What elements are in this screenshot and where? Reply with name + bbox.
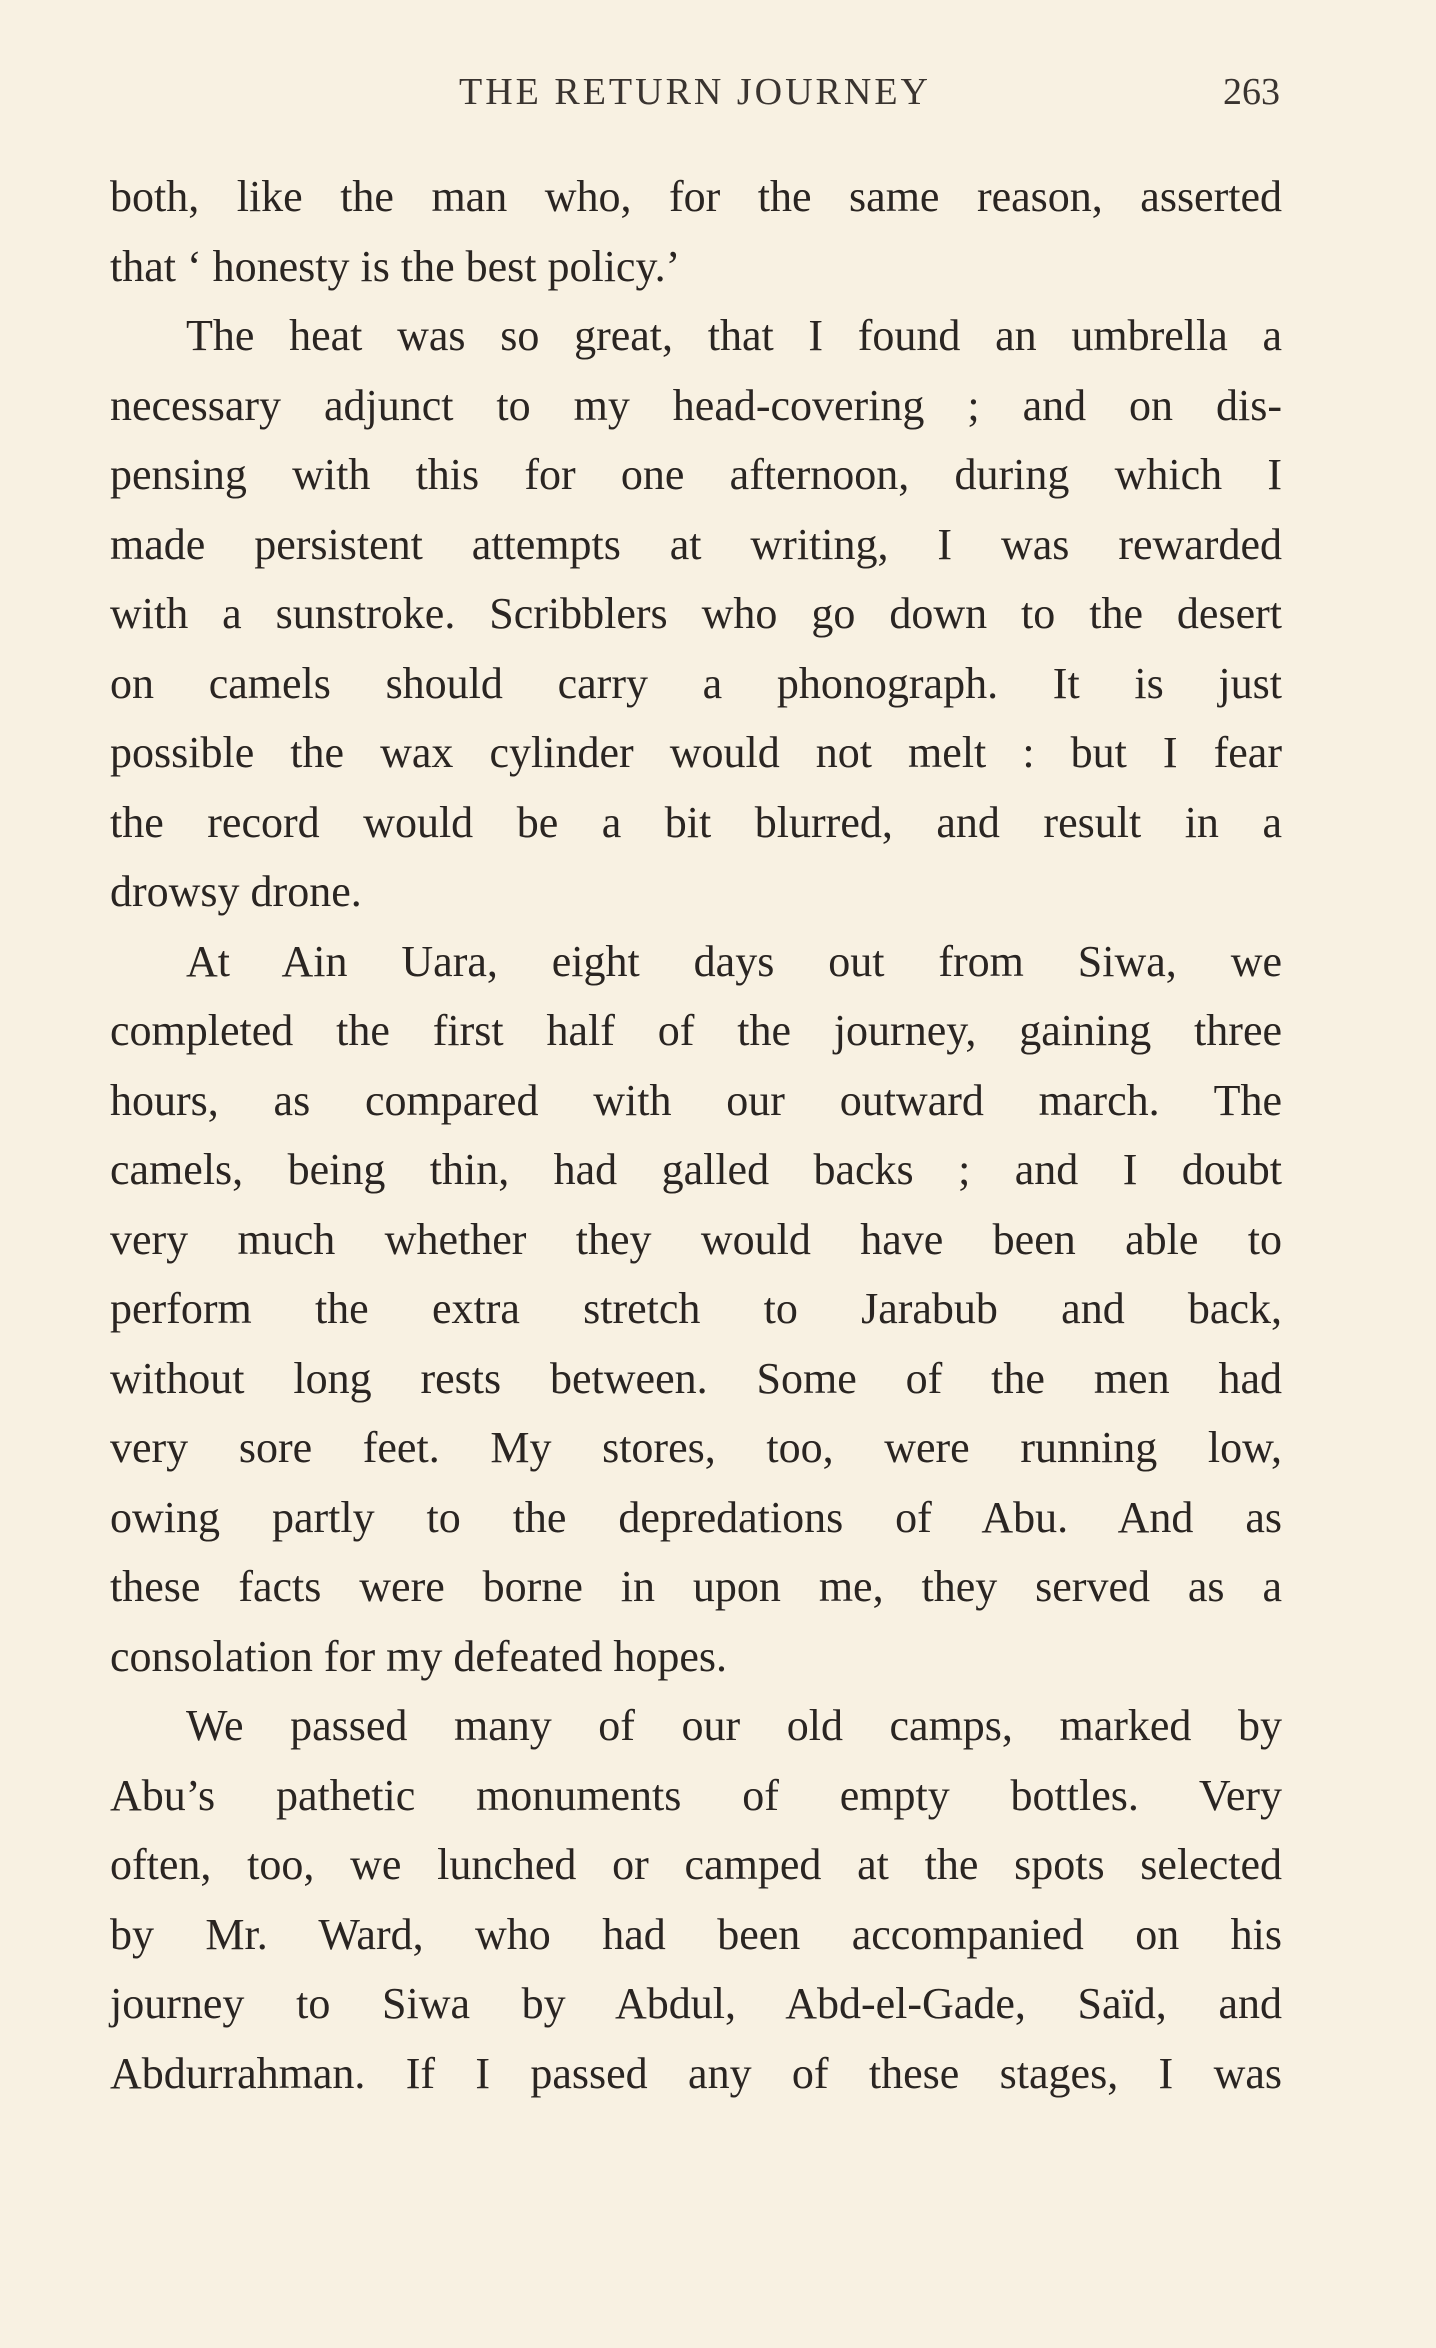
text-line: made persistent attempts at writing, I was rewarded bbox=[110, 519, 1282, 569]
text-line: very sore feet. My stores, too, were running low, bbox=[110, 1423, 1282, 1472]
text-line: both, like the man who, for the same reason, asserted bbox=[110, 172, 1282, 221]
text-line: the record would be a bit blurred, and result in a bbox=[110, 797, 1282, 847]
text-line: perform the extra stretch to Jarabub and back, bbox=[110, 1284, 1282, 1333]
text-line: necessary adjunct to my head-covering ; and on dis- bbox=[110, 380, 1282, 430]
text-line: pensing with this for one afternoon, during which I bbox=[110, 450, 1282, 499]
text-line: At Ain Uara, eight days out from Siwa, we bbox=[186, 936, 1282, 986]
paragraph bbox=[110, 1691, 1282, 2108]
text-line: completed the first half of the journey, gaining three bbox=[110, 1006, 1282, 1055]
page-header bbox=[110, 70, 1280, 120]
text-line: owing partly to the depredations of Abu. And as bbox=[110, 1492, 1282, 1542]
text-line: The heat was so great, that I found an umbrella a bbox=[186, 311, 1282, 360]
text-line: drowsy drone. bbox=[110, 867, 362, 916]
text-line: these facts were borne in upon me, they served as a bbox=[110, 1562, 1282, 1611]
text-line: camels, being thin, had galled backs ; and I doubt bbox=[110, 1145, 1282, 1194]
text-line: often, too, we lunched or camped at the spots selected bbox=[110, 1840, 1282, 1889]
body-text bbox=[110, 162, 1282, 2108]
text-line: consolation for my defeated hopes. bbox=[110, 1631, 728, 1681]
page-number: 263 bbox=[1223, 71, 1280, 113]
paragraph bbox=[110, 927, 1282, 1692]
running-title: THE RETURN JOURNEY bbox=[459, 71, 931, 113]
paragraph bbox=[110, 162, 1282, 301]
text-line: on camels should carry a phonograph. It is just bbox=[110, 658, 1282, 708]
text-line: without long rests between. Some of the men had bbox=[110, 1353, 1282, 1403]
text-line: hours, as compared with our outward march. The bbox=[110, 1075, 1282, 1125]
paragraph bbox=[110, 301, 1282, 927]
text-line: journey to Siwa by Abdul, Abd-el-Gade, Saïd, and bbox=[110, 1979, 1282, 2028]
text-line: that ‘ honesty is the best policy.’ bbox=[110, 241, 681, 291]
text-line: We passed many of our old camps, marked by bbox=[186, 1701, 1282, 1750]
text-line: Abdurrahman. If I passed any of these stages, I was bbox=[110, 2048, 1282, 2098]
text-line: possible the wax cylinder would not melt : but I fear bbox=[110, 728, 1282, 777]
text-line: Abu’s pathetic monuments of empty bottles. Very bbox=[110, 1770, 1282, 1820]
text-line: by Mr. Ward, who had been accompanied on his bbox=[110, 1909, 1282, 1959]
text-line: very much whether they would have been able to bbox=[110, 1214, 1282, 1264]
text-line: with a sunstroke. Scribblers who go down to the desert bbox=[110, 589, 1282, 638]
